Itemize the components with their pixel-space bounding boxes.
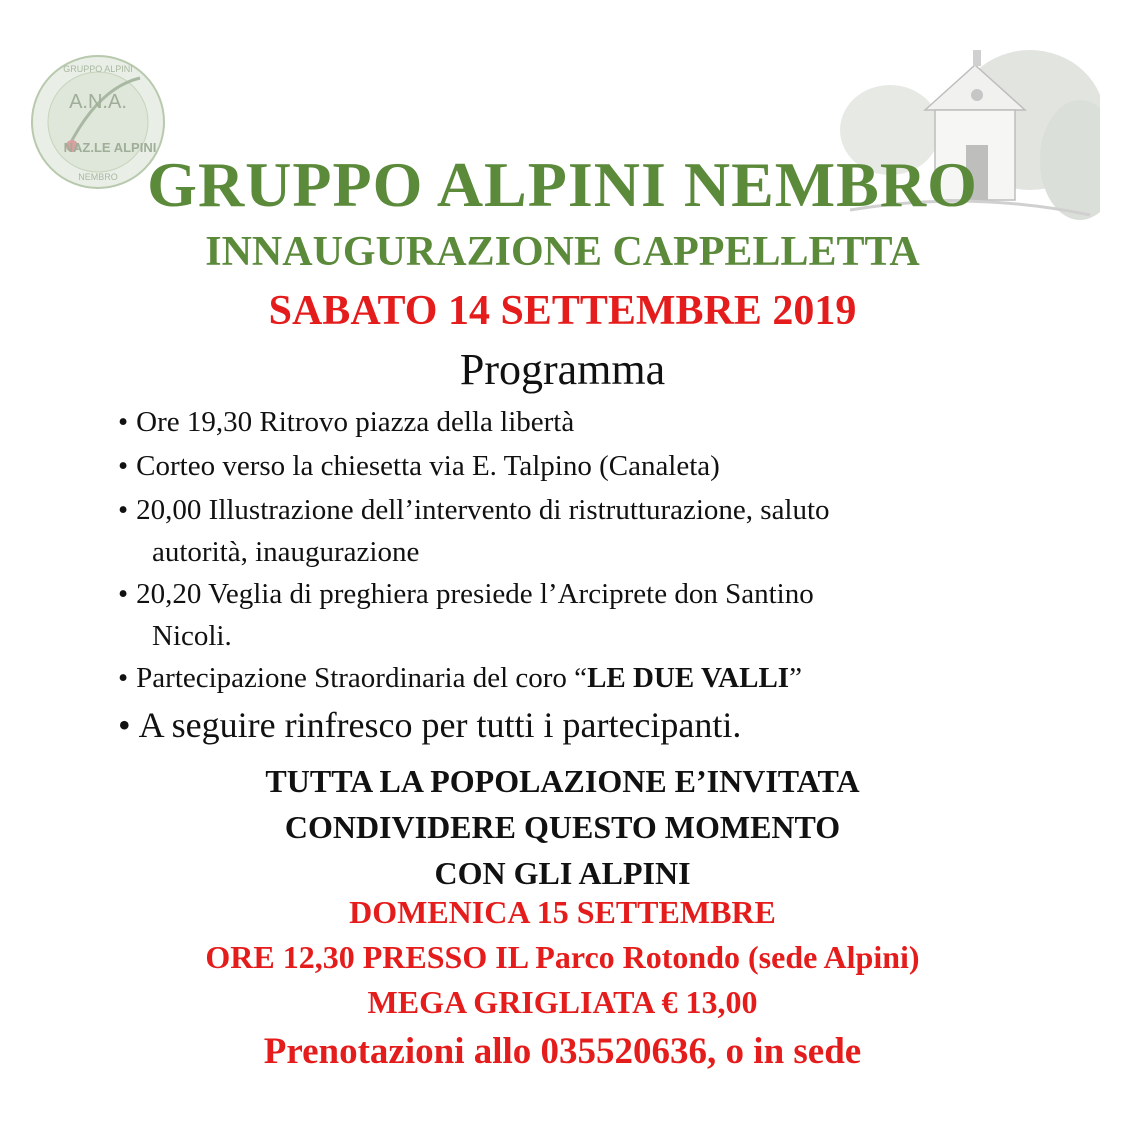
logo-bottom-text: NEMBRO xyxy=(78,172,118,182)
invitation xyxy=(0,758,1125,896)
sunday-location: ORE 12,30 PRESSO IL Parco Rotondo (sede Alpini) xyxy=(205,939,920,975)
item-text-cont: autorità, inaugurazione xyxy=(152,536,420,568)
invite-line: TUTTA LA POPOLAZIONE E’INVITATA xyxy=(265,763,860,799)
logo-top-text: GRUPPO ALPINI xyxy=(63,64,133,74)
program-list xyxy=(118,400,1018,748)
item-text: 20,00 Illustrazione dell’intervento di ristrutturazione, saluto xyxy=(136,494,830,526)
sunday-price: MEGA GRIGLIATA € 13,00 xyxy=(367,984,758,1020)
list-item: • 20,20 Veglia di preghiera presiede l’Arciprete don Santino Nicoli. xyxy=(118,572,1018,656)
item-text-cont: Nicoli. xyxy=(152,620,232,652)
list-item: • 20,00 Illustrazione dell’intervento di ristrutturazione, saluto autorità, inaugurazione xyxy=(118,488,1018,572)
list-item: • Partecipazione Straordinaria del coro “LE DUE VALLI” xyxy=(118,662,802,694)
sunday-date: DOMENICA 15 SETTEMBRE xyxy=(349,894,776,930)
item-text: Corteo verso la chiesetta via E. Talpino (Canaleta) xyxy=(136,450,720,482)
choir-name: LE DUE VALLI xyxy=(587,662,790,694)
logo-mark-line1: A.N.A. xyxy=(69,91,127,113)
item-text: Partecipazione Straordinaria del coro “ xyxy=(136,662,588,694)
logo-mark-line2: NAZ.LE ALPINI xyxy=(63,140,157,155)
item-text: A seguire rinfresco per tutti i partecipanti. xyxy=(138,705,742,745)
page-title: GRUPPO ALPINI NEMBRO xyxy=(147,149,978,220)
list-item: • A seguire rinfresco per tutti i partecipanti. xyxy=(118,705,742,745)
event-date: SABATO 14 SETTEMBRE 2019 xyxy=(268,288,857,334)
item-text-suffix: ” xyxy=(789,662,802,694)
program-heading: Programma xyxy=(459,345,666,394)
invite-line: CON GLI ALPINI xyxy=(434,855,691,891)
invite-line: CONDIVIDERE QUESTO MOMENTO xyxy=(284,809,841,845)
item-text: 20,20 Veglia di preghiera presiede l’Arciprete don Santino xyxy=(136,578,814,610)
list-item: • Corteo verso la chiesetta via E. Talpino (Canaleta) xyxy=(118,450,720,482)
event-subtitle: INNAUGURAZIONE CAPPELLETTA xyxy=(205,229,920,275)
reservation-info: Prenotazioni allo 035520636, o in sede xyxy=(263,1031,862,1072)
list-item: • Ore 19,30 Ritrovo piazza della libertà xyxy=(118,406,575,438)
item-text: Ore 19,30 Ritrovo piazza della libertà xyxy=(136,406,575,438)
